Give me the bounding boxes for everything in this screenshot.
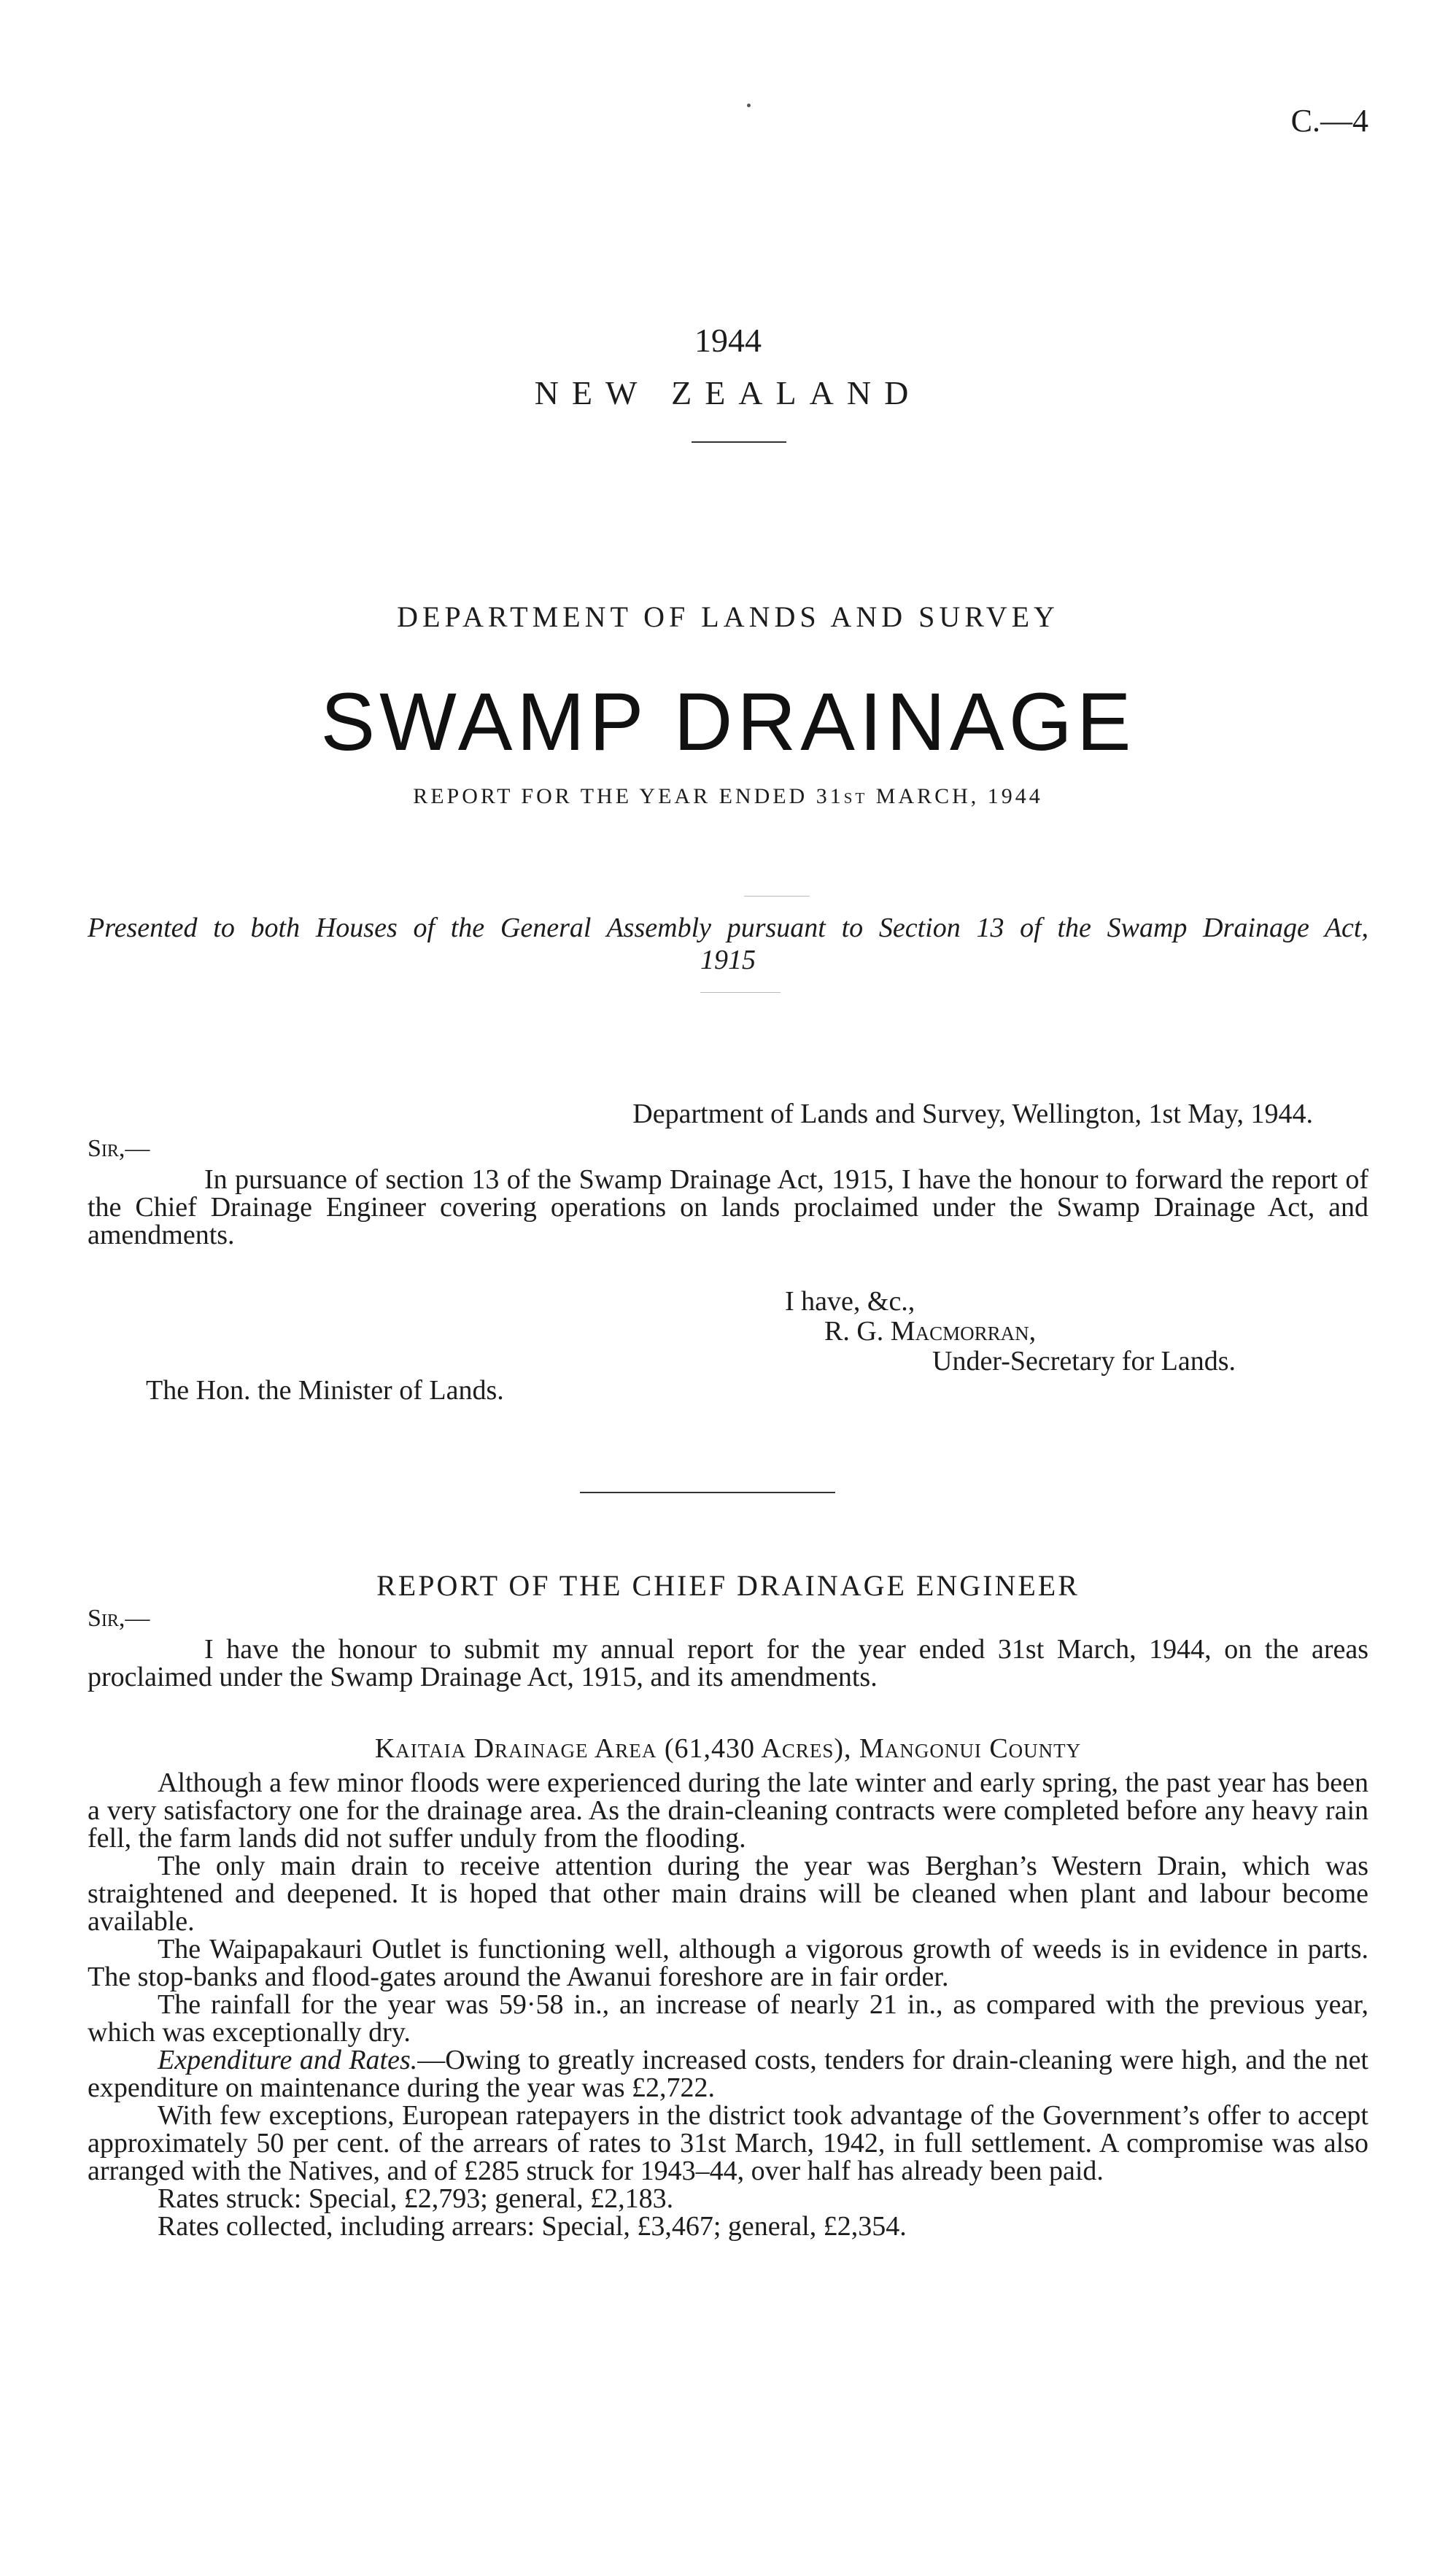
cover-rule [692,441,786,443]
report-paragraph: The rainfall for the year was 59·58 in., an increase of nearly 21 in., as compared with the previous year, which was exceptionally dry. [88,1989,1368,2048]
print-mark [747,104,751,107]
faint-rule-bottom [700,992,781,993]
page-title: SWAMP DRAINAGE [320,676,1136,767]
area-heading: Kaitaia Drainage Area (61,430 Acres), Mangonui County [374,1733,1082,1764]
letter-closing: I have, &c., [785,1286,915,1317]
letter-signatory-title: Under-Secretary for Lands. [932,1346,1236,1377]
report-body [88,1769,1368,2240]
expenditure-heading: Expenditure and Rates. [158,2045,418,2075]
expenditure-paragraph [88,2046,1368,2102]
rates-struck: Rates struck: Special, £2,793; general, £2,183. [158,2183,674,2214]
faint-rule-top [744,896,810,897]
section-divider [580,1492,835,1493]
letter-body: In pursuance of section 13 of the Swamp Drainage Act, 1915, I have the honour to forward the report of the Chief Drainage Engineer covering operations on lands proclaimed under the Swamp Drainage Act, and amendments. [88,1164,1368,1250]
report-paragraph: The only main drain to receive attention during the year was Berghan’s Western Drain, which was straightened and deepened. It is hoped that other main drains will be cleaned when plant and labour become available. [88,1851,1368,1937]
letter-addressee: The Hon. the Minister of Lands. [146,1375,504,1406]
report-salutation: Sir,— [88,1605,150,1632]
document-reference: C.—4 [1290,103,1368,139]
presented-statement: Presented to both Houses of the General Assembly pursuant to Section 13 of the Swamp Drainage Act, 1915 [88,913,1368,975]
rates-collected: Rates collected, including arrears: Special, £3,467; general, £2,354. [158,2211,907,2242]
letter-salutation: Sir,— [88,1135,150,1162]
department-heading: DEPARTMENT OF LANDS AND SURVEY [397,600,1059,633]
expenditure-text: —Owing to greatly increased costs, tenders for drain-cleaning were high, and the net expenditure on maintenance during the year was £2,722. [88,2045,1368,2103]
report-intro: I have the honour to submit my annual report for the year ended 31st March, 1944, on the areas proclaimed under the Swamp Drainage Act, 1915, and its amendments. [88,1634,1368,1692]
report-paragraph: The Waipapakauri Outlet is functioning well, although a vigorous growth of weeds is in evidence in parts. The stop-banks and flood-gates around the Awanui foreshore are in fair order. [88,1934,1368,1992]
cover-year: 1944 [694,322,762,359]
letter-dateline: Department of Lands and Survey, Wellington, 1st May, 1944. [632,1099,1313,1129]
letter-signatory: R. G. Macmorran, [824,1316,1037,1347]
report-paragraph: Although a few minor floods were experienced during the late winter and early spring, the past year has been a very satisfactory one for the drainage area. As the drain-cleaning contracts were completed before any heavy rain fell, the farm lands did not suffer unduly from the flooding. [88,1768,1368,1854]
cover-country: NEW ZEALAND [534,374,922,411]
arrears-paragraph: With few exceptions, European ratepayers in the district took advantage of the Government’s offer to accept approximately 50 per cent. of the arrears of rates to 31st March, 1942, in full settlement. A compromise was also arranged with the Natives, and of £285 struck for 1943–44, over half has already been paid. [88,2100,1368,2186]
report-subtitle: REPORT FOR THE YEAR ENDED 31st MARCH, 1944 [413,784,1043,808]
report-title: REPORT OF THE CHIEF DRAINAGE ENGINEER [376,1569,1080,1602]
